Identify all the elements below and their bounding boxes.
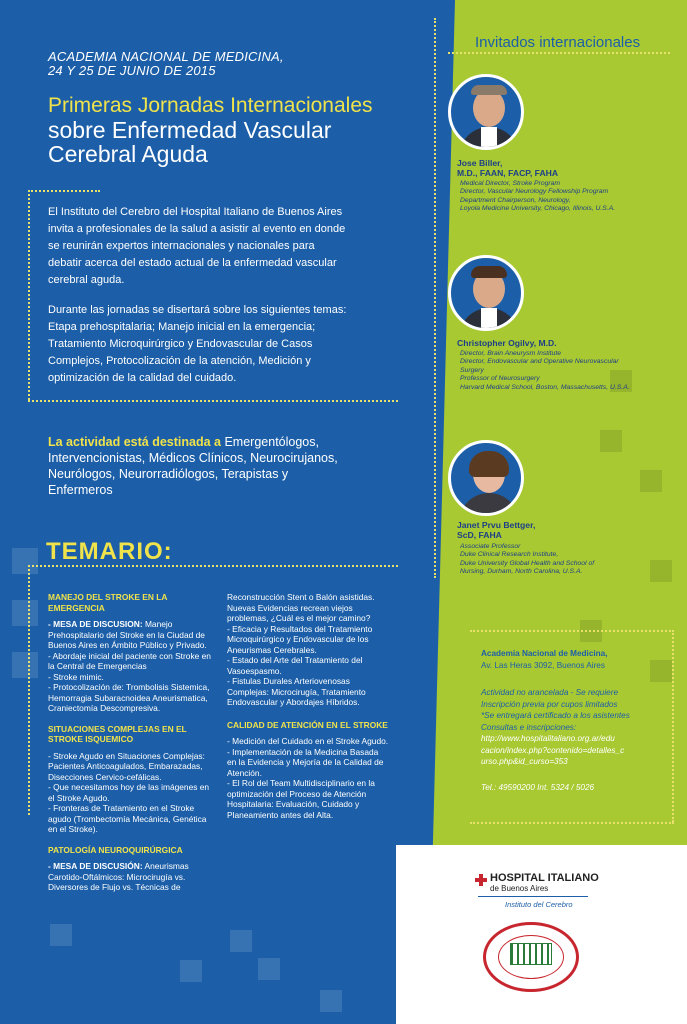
dotted-divider — [448, 52, 670, 54]
dotted-divider — [28, 565, 30, 815]
list-item: Reconstrucción Stent o Balón asistidas. — [227, 592, 375, 602]
decor-square — [180, 960, 202, 982]
decor-square — [600, 430, 622, 452]
list-item: Nuevas Evidencias recrean viejos problemas, ¿Cuál es el mejor camino? — [227, 602, 371, 623]
list-item: - Stroke Agudo en Situaciones Complejas: Pacientes Anticoagulados, Embarazadas, Disecciones Cervico-cefálicas. — [48, 750, 205, 782]
list-item: - Medición del Cuidado en el Stroke Agudo. — [227, 736, 389, 746]
guest-name: Janet Prvu Bettger, ScD, FAHA — [457, 520, 536, 540]
list-item: - Estado del Arte del Tratamiento del Vasoespasmo. — [227, 655, 363, 676]
guest-description: Director, Brain Aneurysm Institute Director, Endovascular and Operative Neurovascular Surgery Professor of Neurosurgery Harvard Medical School, Boston, Massachusetts, U.S.A. — [460, 350, 630, 391]
section-title: MANEJO DEL STROKE EN LA EMERGENCIA — [48, 592, 168, 613]
list-item: - Que necesitamos hoy de las imágenes en el Stroke Agudo. — [48, 782, 210, 803]
intro-paragraph-1: El Instituto del Cerebro del Hospital Italiano de Buenos Aires invita a profesionales de la salud a asistir al evento en donde se reunirán expertos internacionales y nacionales para debatir acerca del estado actual de la enfermedad vascular cerebral aguda. — [48, 206, 346, 286]
temario-column-1: MANEJO DEL STROKE EN LA EMERGENCIA - MESA DE DISCUSION: Manejo Prehospitalario del Stroke en la Ciudad de Buenos Aires en Ámbito Público y Privado. - Abordaje inicial del paciente con Stroke en la Central de Emergencias - Stroke mimic. - Protocolización de: Trombolisis Sistemica, Hemorragia Subaracnoidea Aneurismatica, Craniectomía Descompresiva. SITUACIONES COMPLEJAS EN EL STROKE ISQUEMICO - Stroke Agudo en Situaciones Complejas: Pacientes Anticoagulados, Embarazadas, Disecciones Cervico-cefálicas. - Que necesitamos hoy de las imágenes en el Stroke Agudo. - Fronteras de Tratamiento en el Stroke agudo (Trombectomía Mecánica, Genética en el Stroke). PATOLOGÍA NEUROQUIRÚRGICA - MESA DE DISCUSIÓN: Aneurismas Carotido-Oftálmicos: Microcirugía vs. Diversores de Flujo vs. Técnicas de — [48, 592, 214, 893]
dotted-divider — [470, 630, 674, 632]
course-link[interactable]: http://www.hospitalitaliano.org.ar/edu — [481, 734, 615, 743]
dotted-divider — [28, 400, 398, 402]
guest-description: Medical Director, Stroke Program Director, Vascular Neurology Fellowship Program Department Chairperson, Neurology, Loyola Medicine University, Chicago, Illinois, U.S.A. — [460, 180, 616, 213]
guest-name: Christopher Ogilvy, M.D. — [457, 338, 557, 348]
list-item: - Eficacia y Resultados del Tratamiento Microquirúrgico y Endovascular de los Aneurismas Cerebrales. — [227, 623, 373, 655]
section-title: PATOLOGÍA NEUROQUIRÚRGICA — [48, 844, 183, 855]
list-item: - Implementación de la Medicina Basada en la Evidencia y Mejoría de la Calidad de Atención. — [227, 746, 384, 778]
address: Av. Las Heras 3092, Buenos Aires — [481, 660, 605, 670]
list-item: - Stroke mimic. — [48, 671, 104, 682]
dotted-divider — [470, 822, 674, 824]
dotted-divider — [434, 18, 436, 578]
list-item: - Fistulas Durales Arteriovenosas Complejas: Microcirugía, Tratamiento Endovascular y Abordajes Híbridos. — [227, 676, 366, 707]
dotted-divider — [28, 190, 30, 400]
list-item: - Protocolización de: Trombolisis Sistemica, Hemorragia Subaracnoidea Aneurismatica, Craniectomía Descompresiva. — [48, 682, 210, 713]
venue: Academia Nacional de Medicina, — [481, 649, 608, 658]
title-line1: Primeras Jornadas Internacionales — [48, 94, 373, 117]
decor-square — [230, 930, 252, 952]
hospital-subtitle: de Buenos Aires — [490, 884, 549, 893]
academy-line1: ACADEMIA NACIONAL DE MEDICINA, — [48, 49, 284, 64]
audience-text — [48, 434, 348, 498]
decor-square — [320, 990, 342, 1012]
event-date: 24 Y 25 DE JUNIO DE 2015 — [48, 63, 216, 78]
academy-header — [48, 50, 284, 78]
list-item: - El Rol del Team Multidisciplinario en la optimización del Proceso de Atención Hospitalaria: Evaluación, Cuidado y Planeamiento antes del Alta. — [227, 778, 375, 820]
contact-info: Academia Nacional de Medicina, Av. Las Heras 3092, Buenos Aires Actividad no arancelada - Se requiere Inscripción previa por cupos limitados *Se entregará certificado a los asistentes Consultas e inscripciones: http://www.hospitalitaliano.org.ar/edu cacion/index.php?contenido=detalles_c urso.php&id_curso=353 Tel.: 49590200 Int. 5324 / 5026 — [481, 648, 676, 793]
decor-square — [258, 958, 280, 980]
temario-column-2 — [227, 592, 389, 820]
hospital-name: HOSPITAL ITALIANO — [490, 872, 599, 884]
decor-square — [640, 470, 662, 492]
university-seal-logo — [483, 922, 579, 992]
decor-square — [650, 560, 672, 582]
guest-description: Associate Professor Duke Clinical Research Institute, Duke University Global Health and School of Nursing, Durham, North Carolina, U.S.A. — [460, 543, 595, 576]
audience-list: Emergentólogos, Intervencionistas, Médicos Clínicos, Neurocirujanos, Neurólogos, Neurorradiólogos, Terapistas y Enfermeros — [48, 435, 338, 497]
decor-square — [50, 924, 72, 946]
guests-title: Invitados internacionales — [475, 34, 641, 51]
guest-name: Jose Biller, M.D., FAAN, FACP, FAHA — [457, 158, 559, 178]
audience-lead: La actividad está destinada a — [48, 435, 221, 449]
title-main: sobre Enfermedad Vascular Cerebral Aguda — [48, 117, 332, 167]
section-title: CALIDAD DE ATENCIÓN EN EL STROKE — [227, 719, 388, 730]
section-title: SITUACIONES COMPLEJAS EN EL STROKE ISQUEMICO — [48, 723, 187, 744]
institute-name: Instituto del Cerebro — [505, 900, 573, 909]
phone: Tel.: 49590200 Int. 5324 / 5026 — [481, 782, 595, 792]
decor-square — [12, 652, 38, 678]
list-item: - Fronteras de Tratamiento en el Stroke agudo (Trombectomía Mecánica, Genética en el Stroke). — [48, 803, 207, 834]
temario-title: TEMARIO: — [46, 538, 173, 565]
divider — [478, 896, 588, 897]
avatar — [448, 255, 524, 331]
intro-paragraph-2: Durante las jornadas se disertará sobre los siguientes temas: Etapa prehospitalaria; Manejo inicial en la emergencia; Tratamiento Microquirúrgico y Endovascular de Casos Complejos, Protocolización de la atención, Medición y optimización de la calidad del cuidado. — [48, 304, 347, 384]
dotted-divider — [28, 565, 398, 567]
decor-square — [12, 600, 38, 626]
decor-square — [12, 548, 38, 574]
avatar — [448, 440, 524, 516]
dotted-divider — [28, 190, 100, 192]
list-item: - Abordaje inicial del paciente con Stroke en la Central de Emergencias — [48, 650, 211, 671]
avatar — [448, 74, 524, 150]
hospital-cross-icon — [475, 874, 487, 886]
